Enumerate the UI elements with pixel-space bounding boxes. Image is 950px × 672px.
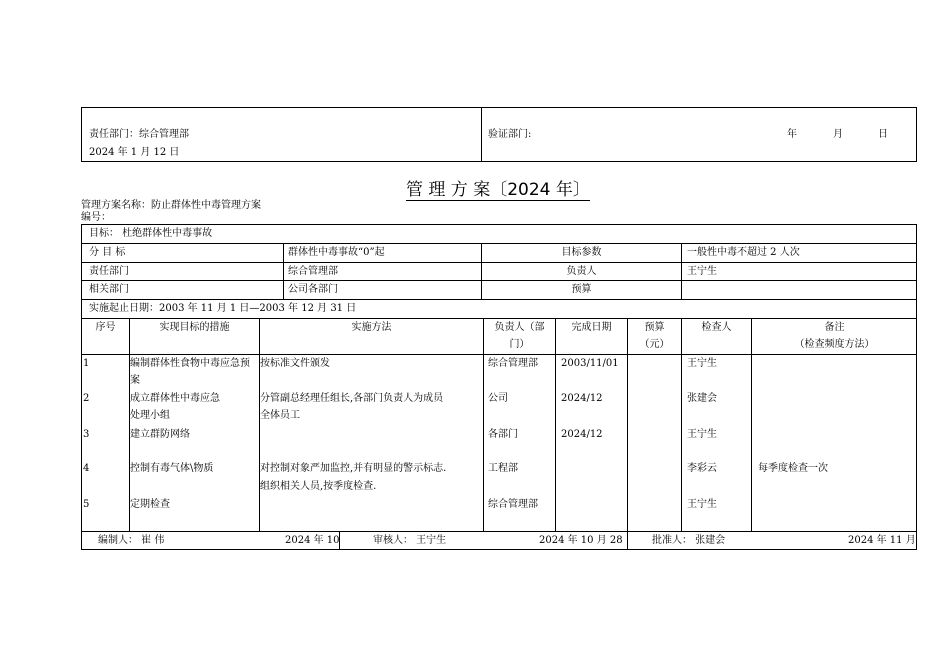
table-row-method: 对控制对象严加监控,并有明显的警示标志. (260, 463, 447, 474)
table-row-method: 按标准文件颁发 (260, 358, 330, 369)
target-param-value: 一般性中毒不超过 2 人次 (687, 247, 800, 258)
table-row-no: 4 (83, 463, 90, 474)
table-row-method: 组织相关人员,按季度检查. (260, 481, 377, 492)
owner-label: 负责人 (566, 266, 597, 277)
sub-target-label: 分 目 标 (89, 247, 126, 258)
table-row-no: 2 (83, 393, 90, 404)
footer-divider (627, 531, 628, 550)
table-row-no: 5 (83, 499, 90, 510)
table-row-no: 3 (83, 429, 90, 440)
table-row-measure: 编制群体性食物中毒应急预 (130, 358, 250, 369)
table-row-checker: 张建会 (687, 393, 717, 404)
table-row-remark: 每季度检查一次 (758, 463, 828, 474)
table-row-method: 全体员工 (260, 410, 300, 421)
col-divider (283, 243, 284, 299)
table-row-no: 1 (83, 358, 90, 369)
responsible-dept-row-label: 责任部门 (89, 266, 129, 277)
top-date: 2024 年 1 月 12 日 (89, 147, 180, 158)
verify-dept-label: 验证部门: (488, 129, 532, 140)
page-title: 管 理 方 案〔2024 年〕 (406, 180, 590, 200)
reviewed-by: 审核人： 王宁生 (373, 535, 447, 546)
table-row-date: 2024/12 (561, 429, 603, 440)
table-row-owner: 综合管理部 (488, 358, 538, 369)
verify-day: 日 (878, 129, 888, 140)
row-divider (81, 280, 917, 281)
budget-label: 预算 (571, 284, 592, 295)
header-owner-line2: 门） (509, 339, 530, 350)
approved-date: 2024 年 11 月 (848, 535, 916, 546)
implementation-period: 实施起止日期：2003 年 11 月 1 日—2003 年 12 月 31 日 (89, 303, 357, 314)
responsible-dept-row-value: 综合管理部 (288, 266, 338, 277)
top-box-divider (481, 107, 482, 162)
verify-month: 月 (833, 129, 843, 140)
col-divider (555, 318, 556, 531)
table-row-owner: 综合管理部 (488, 499, 538, 510)
row-divider (81, 531, 917, 532)
table-row-owner: 工程部 (488, 463, 518, 474)
target-text: 目标： 杜绝群体性中毒事故 (89, 228, 213, 239)
header-remark-line2: （检查频度方法） (794, 339, 875, 350)
reviewed-date: 2024 年 10 月 28 (539, 535, 623, 546)
table-row-measure: 成立群体性中毒应急 (130, 393, 220, 404)
table-row-date: 2003/11/01 (561, 358, 619, 369)
col-divider (259, 318, 260, 531)
row-divider (81, 299, 917, 300)
table-row-checker: 王宁生 (687, 499, 717, 510)
related-dept-label: 相关部门 (89, 284, 129, 295)
target-param-label: 目标参数 (561, 247, 602, 258)
row-divider (81, 243, 917, 244)
row-divider (81, 262, 917, 263)
table-row-measure: 控制有毒气体\物质 (130, 463, 214, 474)
header-checker: 检查人 (701, 322, 732, 333)
header-budget-line1: 预算 (644, 322, 665, 333)
approved-by: 批准人： 张建会 (652, 535, 726, 546)
col-divider (681, 243, 682, 299)
table-row-method: 分管副总经理任组长,各部门负责人为成员 (260, 393, 444, 404)
verify-year: 年 (787, 129, 797, 140)
header-remark-line1: 备注 (824, 322, 845, 333)
header-budget-line2: （元） (639, 339, 670, 350)
col-divider (681, 318, 682, 531)
table-row-measure: 建立群防网络 (130, 429, 190, 440)
header-method: 实施方法 (351, 322, 392, 333)
table-row-measure: 处理小组 (130, 410, 170, 421)
row-divider (81, 318, 917, 319)
header-measure: 实现目标的措施 (159, 322, 230, 333)
table-row-checker: 李彩云 (687, 463, 717, 474)
table-row-owner: 各部门 (488, 429, 518, 440)
header-date: 完成日期 (571, 322, 612, 333)
responsible-dept-label: 责任部门：综合管理部 (89, 129, 189, 140)
table-row-measure: 案 (130, 375, 140, 386)
header-no: 序号 (95, 322, 116, 333)
sub-target-value: 群体性中毒事故“0”起 (288, 247, 385, 258)
prepared-by: 编制人： 崔 伟 (98, 535, 165, 546)
table-row-date: 2024/12 (561, 393, 603, 404)
plan-number: 编号： (81, 212, 111, 223)
plan-name: 管理方案名称：防止群体性中毒管理方案 (81, 200, 261, 211)
related-dept-value: 公司各部门 (288, 284, 338, 295)
prepared-date: 2024 年 10 (285, 535, 340, 546)
owner-value: 王宁生 (687, 266, 717, 277)
table-row-checker: 王宁生 (687, 429, 717, 440)
row-divider (81, 354, 917, 355)
table-row-measure: 定期检查 (130, 499, 170, 510)
table-row-owner: 公司 (488, 393, 508, 404)
header-owner-line1: 负责人（部 (494, 322, 545, 333)
table-row-checker: 王宁生 (687, 358, 717, 369)
